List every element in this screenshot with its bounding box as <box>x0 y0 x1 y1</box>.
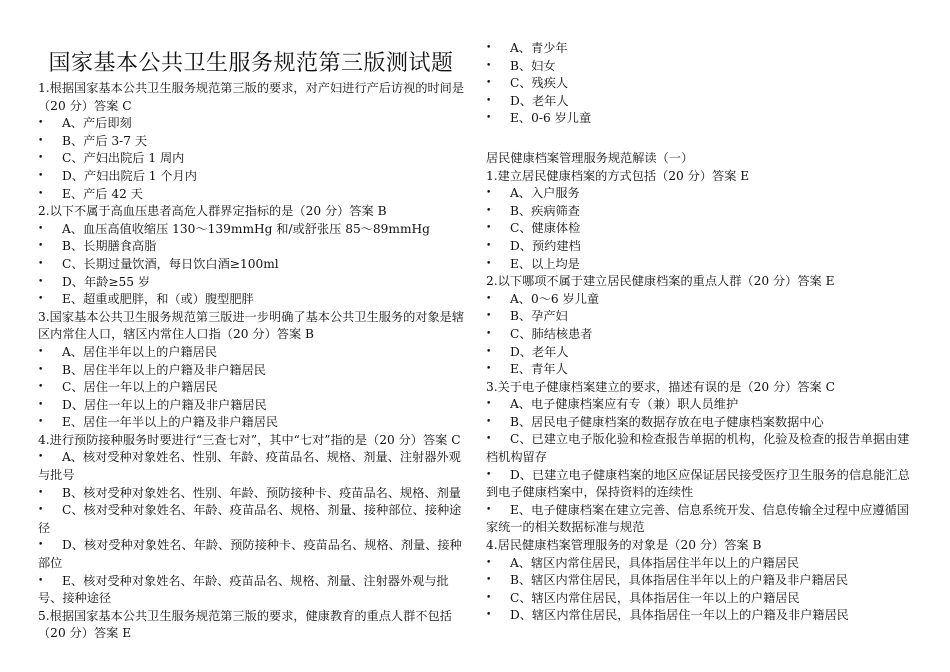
option-item <box>38 150 464 168</box>
bullet-icon: • <box>38 575 44 586</box>
option-item <box>486 361 916 379</box>
bullet-icon: • <box>486 364 492 375</box>
option-text: E、以上均是 <box>510 256 580 271</box>
option-text: C、残疾人 <box>510 76 569 91</box>
bullet-icon: • <box>486 78 492 89</box>
option-item <box>486 590 916 608</box>
bullet-icon: • <box>486 223 492 234</box>
option-item <box>486 220 916 238</box>
option-text: A、入户服务 <box>510 186 580 201</box>
bullet-icon: • <box>38 399 44 410</box>
option-text: B、孕产妇 <box>510 309 568 324</box>
option-item <box>38 238 464 256</box>
bullet-icon: • <box>486 557 492 568</box>
option-item <box>486 502 916 537</box>
option-item <box>486 93 916 111</box>
question-stem: 1.建立居民健康档案的方式包括（20 分）答案 E <box>486 168 750 183</box>
bullet-icon: • <box>486 95 492 106</box>
option-item <box>486 203 916 221</box>
option-text: E、核对受种对象姓名、年龄、疫苗品名、规格、剂量、注射器外观与批号、接种途径 <box>38 573 449 606</box>
bullet-icon: • <box>486 293 492 304</box>
bullet-icon: • <box>486 60 492 71</box>
option-text: C、健康体检 <box>510 221 581 236</box>
bullet-icon: • <box>486 205 492 216</box>
option-text: C、肺结核患者 <box>510 326 593 341</box>
option-item <box>38 221 464 239</box>
bullet-icon: • <box>38 382 44 393</box>
option-item <box>486 308 916 326</box>
bullet-icon: • <box>38 258 44 269</box>
option-text: C、长期过量饮酒，每日饮白酒≥100ml <box>62 256 279 271</box>
bullet-icon: • <box>486 399 492 410</box>
bullet-icon: • <box>38 346 44 357</box>
option-item <box>38 133 464 151</box>
option-item <box>38 168 464 186</box>
question-stem: 4.居民健康档案管理服务的对象是（20 分）答案 B <box>486 538 762 553</box>
option-text: A、辖区内常住居民，具体指居住半年以上的户籍居民 <box>510 555 800 570</box>
option-text: D、产妇出院后 1 个月内 <box>62 168 197 183</box>
option-text: A、电子健康档案应有专（兼）职人员维护 <box>510 397 739 412</box>
bullet-icon: • <box>486 311 492 322</box>
option-item <box>486 344 916 362</box>
option-item <box>486 291 916 309</box>
option-text: E、青年人 <box>510 362 568 377</box>
bullet-icon: • <box>486 43 492 53</box>
bullet-icon: • <box>38 364 44 375</box>
bullet-icon: • <box>38 223 44 234</box>
bullet-icon: • <box>486 575 492 586</box>
option-item <box>486 326 916 344</box>
question-stem: 1.根据国家基本公共卫生服务规范第三版的要求，对产妇进行产后访视的时间是（20 分）答案 C <box>38 81 465 113</box>
option-item <box>486 40 916 58</box>
bullet-icon: • <box>38 452 44 463</box>
bullet-icon: • <box>486 188 492 199</box>
option-item <box>486 572 916 590</box>
option-text: C、居住一年以上的户籍居民 <box>62 380 218 395</box>
left-column <box>38 0 464 643</box>
option-item <box>38 537 464 572</box>
question-stem: 4.进行预防接种服务时要进行“三查七对”，其中“七对”指的是（20 分）答案 C <box>38 432 461 447</box>
option-item <box>486 238 916 256</box>
bullet-icon: • <box>38 118 44 129</box>
option-item <box>38 397 464 415</box>
option-text: E、电子健康档案在建立完善、信息系统开发、信息传输全过程中应遵循国家统一的相关数据标准与规范 <box>486 502 909 535</box>
option-item <box>486 75 916 93</box>
option-text: D、年龄≥55 岁 <box>62 274 151 289</box>
option-item <box>38 449 464 484</box>
option-item <box>486 396 916 414</box>
option-item <box>38 485 464 503</box>
continued-options <box>486 40 916 128</box>
option-text: A、0～6 岁儿童 <box>510 291 600 306</box>
option-text: B、辖区内常住居民，具体指居住半年以上的户籍及非户籍居民 <box>510 573 849 588</box>
option-item <box>38 502 464 537</box>
bullet-icon: • <box>38 540 44 551</box>
option-item <box>38 344 464 362</box>
option-text: E、产后 42 天 <box>62 186 143 201</box>
option-text: A、核对受种对象姓名、性别、年龄、疫苗品名、规格、剂量、注射器外观与批号 <box>38 450 461 483</box>
bullet-icon: • <box>38 417 44 428</box>
bullet-icon: • <box>38 188 44 199</box>
question-stem: 3.关于电子健康档案建立的要求，描述有误的是（20 分）答案 C <box>486 379 835 394</box>
option-text: B、居民电子健康档案的数据存放在电子健康档案数据中心 <box>510 414 824 429</box>
option-text: E、0-6 岁儿童 <box>510 111 592 126</box>
option-item <box>486 110 916 128</box>
bullet-icon: • <box>486 610 492 621</box>
option-text: A、青少年 <box>510 41 568 55</box>
option-item <box>38 291 464 309</box>
option-item <box>38 362 464 380</box>
bullet-icon: • <box>486 504 492 515</box>
option-text: D、老年人 <box>510 93 569 108</box>
option-text: B、妇女 <box>510 58 556 73</box>
option-text: D、核对受种对象姓名、年龄、预防接种卡、疫苗品名、规格、剂量、接种部位 <box>38 538 462 571</box>
option-text: E、居住一年半以上的户籍及非户籍居民 <box>62 415 279 430</box>
bullet-icon: • <box>486 416 492 427</box>
bullet-icon: • <box>486 328 492 339</box>
document-title: 国家基本公共卫生服务规范第三版测试题 <box>48 51 454 76</box>
option-text: D、辖区内常住居民，具体指居住一年以上的户籍及非户籍居民 <box>510 608 849 623</box>
option-item <box>38 573 464 608</box>
bullet-icon: • <box>486 469 492 480</box>
option-text: C、核对受种对象姓名、年龄、疫苗品名、规格、剂量、接种部位、接种途径 <box>38 503 462 535</box>
option-item <box>38 379 464 397</box>
question-stem: 2.以下哪项不属于建立居民健康档案的重点人群（20 分）答案 E <box>486 274 835 289</box>
option-item <box>486 58 916 76</box>
bullet-icon: • <box>38 505 44 516</box>
bullet-icon: • <box>38 170 44 181</box>
option-item <box>486 414 916 432</box>
option-text: D、已建立电子健康档案的地区应保证居民接受医疗卫生服务的信息能汇总到电子健康档案中，保持资料的连续性 <box>486 467 910 500</box>
bullet-icon: • <box>486 113 492 124</box>
bullet-icon: • <box>486 240 492 251</box>
option-text: B、居住半年以上的户籍及非户籍居民 <box>62 362 266 377</box>
bullet-icon: • <box>486 346 492 357</box>
left-question-list <box>38 80 464 643</box>
option-text: B、长期膳食高脂 <box>62 239 157 254</box>
option-text: B、疾病筛查 <box>510 203 580 218</box>
bullet-icon: • <box>38 487 44 498</box>
option-item <box>486 555 916 573</box>
option-text: A、血压高值收缩压 130～139mmHg 和/或舒张压 85～89mmHg <box>62 221 430 236</box>
bullet-icon: • <box>38 241 44 252</box>
option-item <box>38 256 464 274</box>
option-text: C、辖区内常住居民，具体指居住一年以上的户籍居民 <box>510 590 800 605</box>
bullet-icon: • <box>38 294 44 305</box>
section-title: 居民健康档案管理服务规范解读（一） <box>486 150 694 165</box>
option-item <box>486 431 916 466</box>
option-text: D、预约建档 <box>510 238 581 253</box>
option-text: C、已建立电子版化验和检查报告单据的机构，化验及检查的报告单据由建档机构留存 <box>486 432 910 465</box>
option-text: D、老年人 <box>510 344 569 359</box>
option-text: B、产后 3-7 天 <box>62 133 148 148</box>
question-stem: 3.国家基本公共卫生服务规范第三版进一步明确了基本公共卫生服务的对象是辖区内常住人口，辖区内常住人口指（20 分）答案 B <box>38 309 465 342</box>
option-item <box>38 274 464 292</box>
bullet-icon: • <box>486 434 492 445</box>
option-item <box>38 115 464 133</box>
option-item <box>486 256 916 274</box>
question-stem: 5.根据国家基本公共卫生服务规范第三版的要求，健康教育的重点人群不包括（20 分）答案 E <box>38 608 452 641</box>
option-item <box>486 467 916 502</box>
option-item <box>486 185 916 203</box>
right-question-list <box>486 168 916 625</box>
bullet-icon: • <box>38 153 44 164</box>
option-text: D、居住一年以上的户籍及非户籍居民 <box>62 397 267 412</box>
option-text: A、居住半年以上的户籍居民 <box>62 344 218 359</box>
option-text: B、核对受种对象姓名、性别、年龄、预防接种卡、疫苗品名、规格、剂量 <box>62 485 461 500</box>
option-item <box>38 414 464 432</box>
option-item <box>38 186 464 204</box>
option-text: C、产妇出院后 1 周内 <box>62 151 185 166</box>
bullet-icon: • <box>486 258 492 269</box>
question-stem: 2.以下不属于高血压患者高危人群界定指标的是（20 分）答案 B <box>38 204 387 219</box>
option-item <box>486 607 916 625</box>
option-text: A、产后即刻 <box>62 116 132 131</box>
option-text: E、超重或肥胖，和（或）腹型肥胖 <box>62 292 254 307</box>
right-column <box>486 0 916 625</box>
bullet-icon: • <box>38 135 44 146</box>
bullet-icon: • <box>38 276 44 287</box>
bullet-icon: • <box>486 592 492 603</box>
